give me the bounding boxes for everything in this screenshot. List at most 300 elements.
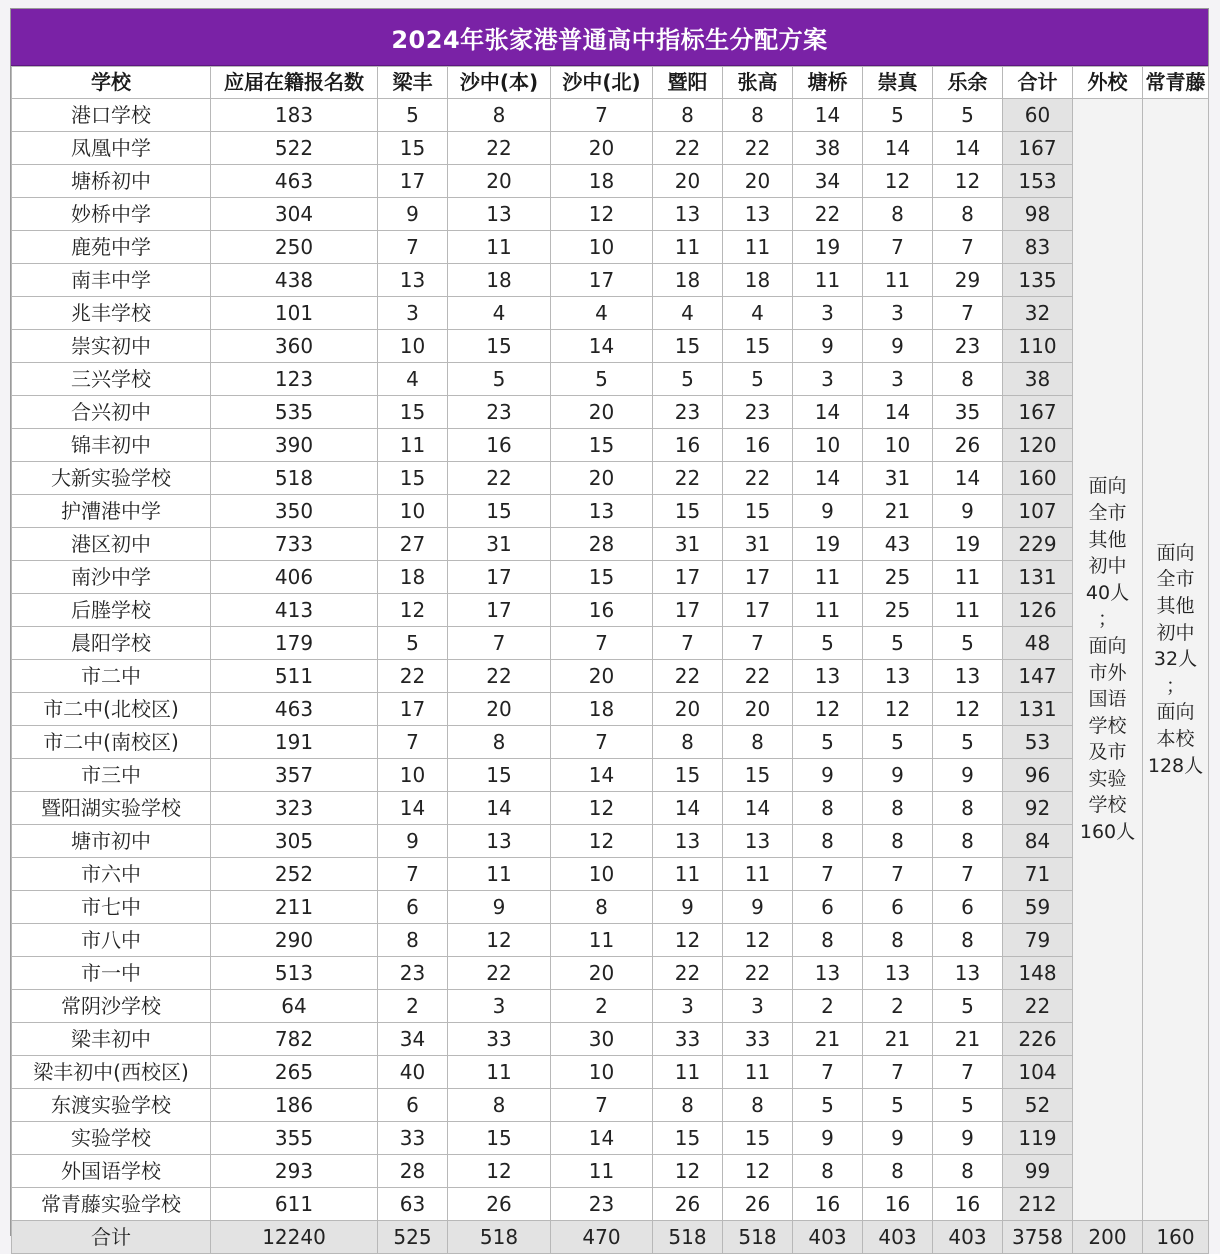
cell-leyu: 7 (933, 231, 1003, 264)
cell-leyu: 7 (933, 858, 1003, 891)
cell-enrolled: 518 (211, 462, 378, 495)
footer-jiyang: 518 (653, 1221, 723, 1254)
cell-school: 常青藤实验学校 (12, 1188, 211, 1221)
cell-tangqiao: 14 (793, 462, 863, 495)
table-row (12, 330, 1209, 363)
cell-total: 22 (1003, 990, 1073, 1023)
cell-shazhong-north: 20 (551, 396, 653, 429)
cell-shazhong-main: 5 (448, 363, 551, 396)
footer-leyu: 403 (933, 1221, 1003, 1254)
table-row (12, 198, 1209, 231)
cell-liangfeng: 17 (378, 165, 448, 198)
cell-school: 市一中 (12, 957, 211, 990)
cell-enrolled: 211 (211, 891, 378, 924)
cell-chongzhen: 14 (863, 132, 933, 165)
header-liangfeng: 梁丰 (378, 67, 448, 99)
cell-total: 167 (1003, 396, 1073, 429)
cell-shazhong-north: 20 (551, 132, 653, 165)
cell-shazhong-main: 11 (448, 231, 551, 264)
cell-shazhong-north: 20 (551, 660, 653, 693)
footer-shazhong-north: 470 (551, 1221, 653, 1254)
cell-shazhong-main: 17 (448, 561, 551, 594)
cell-liangfeng: 6 (378, 1089, 448, 1122)
cell-jiyang: 9 (653, 891, 723, 924)
cell-chongzhen: 8 (863, 825, 933, 858)
cell-chongzhen: 3 (863, 297, 933, 330)
cell-enrolled: 463 (211, 165, 378, 198)
note-line: 面向 (1156, 541, 1195, 564)
footer-row (12, 1221, 1209, 1254)
cell-zhanggao: 5 (723, 363, 793, 396)
cell-leyu: 12 (933, 693, 1003, 726)
cell-shazhong-north: 10 (551, 231, 653, 264)
cell-shazhong-main: 23 (448, 396, 551, 429)
note-line: 国语 (1088, 688, 1127, 711)
cell-zhanggao: 4 (723, 297, 793, 330)
cell-tangqiao: 11 (793, 264, 863, 297)
cell-chongzhen: 31 (863, 462, 933, 495)
cell-zhanggao: 12 (723, 1155, 793, 1188)
table-row (12, 99, 1209, 132)
cell-total: 131 (1003, 561, 1073, 594)
cell-shazhong-main: 22 (448, 957, 551, 990)
cell-liangfeng: 22 (378, 660, 448, 693)
cell-leyu: 7 (933, 1056, 1003, 1089)
cell-leyu: 5 (933, 627, 1003, 660)
cell-enrolled: 360 (211, 330, 378, 363)
note-line: 全市 (1088, 501, 1127, 524)
cell-zhanggao: 20 (723, 693, 793, 726)
cell-total: 32 (1003, 297, 1073, 330)
note-line: 其他 (1156, 595, 1195, 618)
footer-waixiao: 200 (1073, 1221, 1143, 1254)
cell-shazhong-north: 17 (551, 264, 653, 297)
cell-shazhong-north: 5 (551, 363, 653, 396)
table-row (12, 132, 1209, 165)
cell-enrolled: 123 (211, 363, 378, 396)
cell-liangfeng: 2 (378, 990, 448, 1023)
cell-chongzhen: 11 (863, 264, 933, 297)
cell-shazhong-main: 9 (448, 891, 551, 924)
cell-chongzhen: 3 (863, 363, 933, 396)
cell-total: 60 (1003, 99, 1073, 132)
header-tangqiao: 塘桥 (793, 67, 863, 99)
cell-school: 合兴初中 (12, 396, 211, 429)
cell-liangfeng: 5 (378, 99, 448, 132)
cell-tangqiao: 8 (793, 1155, 863, 1188)
cell-enrolled: 290 (211, 924, 378, 957)
cell-total: 167 (1003, 132, 1073, 165)
cell-leyu: 21 (933, 1023, 1003, 1056)
footer-changqingteng: 160 (1143, 1221, 1209, 1254)
cell-shazhong-north: 2 (551, 990, 653, 1023)
cell-total: 153 (1003, 165, 1073, 198)
cell-liangfeng: 33 (378, 1122, 448, 1155)
cell-liangfeng: 10 (378, 759, 448, 792)
allocation-table (11, 66, 1209, 1254)
cell-total: 120 (1003, 429, 1073, 462)
cell-chongzhen: 9 (863, 759, 933, 792)
cell-tangqiao: 12 (793, 693, 863, 726)
cell-school: 市三中 (12, 759, 211, 792)
cell-chongzhen: 6 (863, 891, 933, 924)
header-enrolled: 应届在籍报名数 (211, 67, 378, 99)
cell-shazhong-north: 23 (551, 1188, 653, 1221)
cell-leyu: 35 (933, 396, 1003, 429)
table-row (12, 1023, 1209, 1056)
cell-leyu: 13 (933, 957, 1003, 990)
cell-jiyang: 12 (653, 1155, 723, 1188)
cell-zhanggao: 12 (723, 924, 793, 957)
cell-school: 三兴学校 (12, 363, 211, 396)
cell-enrolled: 101 (211, 297, 378, 330)
cell-shazhong-north: 20 (551, 462, 653, 495)
cell-zhanggao: 20 (723, 165, 793, 198)
cell-tangqiao: 13 (793, 957, 863, 990)
cell-chongzhen: 5 (863, 726, 933, 759)
cell-leyu: 9 (933, 495, 1003, 528)
cell-zhanggao: 7 (723, 627, 793, 660)
cell-liangfeng: 12 (378, 594, 448, 627)
cell-school: 凤凰中学 (12, 132, 211, 165)
note-line: ； (1097, 608, 1117, 631)
cell-chongzhen: 13 (863, 957, 933, 990)
cell-enrolled: 357 (211, 759, 378, 792)
header-zhanggao: 张高 (723, 67, 793, 99)
cell-leyu: 23 (933, 330, 1003, 363)
cell-leyu: 6 (933, 891, 1003, 924)
header-shazhong-main: 沙中(本) (448, 67, 551, 99)
cell-tangqiao: 19 (793, 231, 863, 264)
cell-enrolled: 186 (211, 1089, 378, 1122)
cell-tangqiao: 9 (793, 1122, 863, 1155)
cell-shazhong-north: 14 (551, 330, 653, 363)
cell-tangqiao: 6 (793, 891, 863, 924)
cell-total: 226 (1003, 1023, 1073, 1056)
table-row (12, 396, 1209, 429)
cell-jiyang: 8 (653, 99, 723, 132)
cell-school: 梁丰初中 (12, 1023, 211, 1056)
note-line: 学校 (1088, 794, 1127, 817)
cell-enrolled: 513 (211, 957, 378, 990)
cell-school: 市二中(南校区) (12, 726, 211, 759)
cell-total: 229 (1003, 528, 1073, 561)
cell-school: 外国语学校 (12, 1155, 211, 1188)
cell-shazhong-main: 15 (448, 1122, 551, 1155)
cell-school: 常阴沙学校 (12, 990, 211, 1023)
cell-chongzhen: 8 (863, 1155, 933, 1188)
cell-chongzhen: 9 (863, 1122, 933, 1155)
cell-total: 148 (1003, 957, 1073, 990)
cell-tangqiao: 8 (793, 792, 863, 825)
cell-shazhong-main: 22 (448, 132, 551, 165)
table-row (12, 1056, 1209, 1089)
note-line: 及市 (1088, 741, 1127, 764)
cell-liangfeng: 6 (378, 891, 448, 924)
cell-leyu: 9 (933, 759, 1003, 792)
cell-chongzhen: 8 (863, 792, 933, 825)
table-row (12, 792, 1209, 825)
cell-jiyang: 22 (653, 132, 723, 165)
header-school: 学校 (12, 67, 211, 99)
table-row (12, 264, 1209, 297)
table-row (12, 759, 1209, 792)
cell-school: 市八中 (12, 924, 211, 957)
cell-tangqiao: 13 (793, 660, 863, 693)
cell-tangqiao: 7 (793, 1056, 863, 1089)
cell-jiyang: 15 (653, 495, 723, 528)
cell-jiyang: 15 (653, 1122, 723, 1155)
cell-total: 131 (1003, 693, 1073, 726)
header-chongzhen: 崇真 (863, 67, 933, 99)
cell-zhanggao: 15 (723, 1122, 793, 1155)
footer-shazhong-main: 518 (448, 1221, 551, 1254)
header-total: 合计 (1003, 67, 1073, 99)
cell-shazhong-main: 11 (448, 1056, 551, 1089)
cell-school: 南沙中学 (12, 561, 211, 594)
cell-zhanggao: 8 (723, 726, 793, 759)
note-line: ； (1165, 674, 1185, 697)
cell-leyu: 5 (933, 1089, 1003, 1122)
cell-total: 160 (1003, 462, 1073, 495)
cell-chongzhen: 7 (863, 1056, 933, 1089)
header-jiyang: 暨阳 (653, 67, 723, 99)
table-row (12, 594, 1209, 627)
cell-liangfeng: 14 (378, 792, 448, 825)
note-line: 32人 (1153, 648, 1198, 671)
cell-total: 119 (1003, 1122, 1073, 1155)
cell-zhanggao: 22 (723, 462, 793, 495)
cell-chongzhen: 21 (863, 1023, 933, 1056)
cell-school: 塘桥初中 (12, 165, 211, 198)
cell-zhanggao: 15 (723, 495, 793, 528)
cell-zhanggao: 15 (723, 759, 793, 792)
cell-jiyang: 22 (653, 660, 723, 693)
note-line: 面向 (1156, 701, 1195, 724)
table-row (12, 1188, 1209, 1221)
cell-chongzhen: 43 (863, 528, 933, 561)
cell-shazhong-north: 11 (551, 1155, 653, 1188)
cell-shazhong-north: 12 (551, 792, 653, 825)
cell-shazhong-main: 33 (448, 1023, 551, 1056)
table-row (12, 726, 1209, 759)
cell-shazhong-main: 20 (448, 165, 551, 198)
cell-chongzhen: 10 (863, 429, 933, 462)
cell-shazhong-main: 15 (448, 759, 551, 792)
cell-chongzhen: 13 (863, 660, 933, 693)
cell-leyu: 13 (933, 660, 1003, 693)
footer-enrolled: 12240 (211, 1221, 378, 1254)
cell-zhanggao: 33 (723, 1023, 793, 1056)
cell-tangqiao: 7 (793, 858, 863, 891)
cell-enrolled: 733 (211, 528, 378, 561)
cell-leyu: 8 (933, 924, 1003, 957)
cell-zhanggao: 17 (723, 594, 793, 627)
table-row (12, 660, 1209, 693)
cell-jiyang: 12 (653, 924, 723, 957)
cell-chongzhen: 8 (863, 198, 933, 231)
cell-liangfeng: 10 (378, 495, 448, 528)
cell-liangfeng: 40 (378, 1056, 448, 1089)
cell-shazhong-main: 14 (448, 792, 551, 825)
note-line: 学校 (1088, 714, 1127, 737)
cell-waixiao-note (1073, 99, 1143, 1221)
cell-leyu: 5 (933, 99, 1003, 132)
cell-chongzhen: 7 (863, 231, 933, 264)
cell-school: 锦丰初中 (12, 429, 211, 462)
cell-shazhong-main: 17 (448, 594, 551, 627)
cell-tangqiao: 14 (793, 99, 863, 132)
cell-shazhong-main: 3 (448, 990, 551, 1023)
cell-enrolled: 782 (211, 1023, 378, 1056)
cell-school: 护漕港中学 (12, 495, 211, 528)
header-waixiao: 外校 (1073, 67, 1143, 99)
cell-leyu: 8 (933, 363, 1003, 396)
note-line: 面向 (1088, 475, 1127, 498)
cell-liangfeng: 11 (378, 429, 448, 462)
footer-label: 合计 (12, 1221, 211, 1254)
cell-liangfeng: 17 (378, 693, 448, 726)
cell-zhanggao: 11 (723, 1056, 793, 1089)
note-line: 市外 (1088, 661, 1127, 684)
cell-total: 212 (1003, 1188, 1073, 1221)
table-row (12, 495, 1209, 528)
cell-tangqiao: 3 (793, 297, 863, 330)
table-row (12, 990, 1209, 1023)
cell-enrolled: 64 (211, 990, 378, 1023)
cell-total: 53 (1003, 726, 1073, 759)
cell-school: 东渡实验学校 (12, 1089, 211, 1122)
table-row (12, 528, 1209, 561)
cell-liangfeng: 5 (378, 627, 448, 660)
cell-liangfeng: 28 (378, 1155, 448, 1188)
cell-tangqiao: 21 (793, 1023, 863, 1056)
note-line: 128人 (1147, 754, 1204, 777)
table-row (12, 627, 1209, 660)
cell-enrolled: 305 (211, 825, 378, 858)
cell-total: 98 (1003, 198, 1073, 231)
cell-leyu: 26 (933, 429, 1003, 462)
cell-tangqiao: 10 (793, 429, 863, 462)
cell-school: 市二中(北校区) (12, 693, 211, 726)
cell-school: 市七中 (12, 891, 211, 924)
cell-zhanggao: 11 (723, 231, 793, 264)
cell-shazhong-north: 16 (551, 594, 653, 627)
cell-liangfeng: 15 (378, 396, 448, 429)
cell-liangfeng: 15 (378, 462, 448, 495)
cell-enrolled: 611 (211, 1188, 378, 1221)
cell-zhanggao: 16 (723, 429, 793, 462)
cell-shazhong-main: 20 (448, 693, 551, 726)
cell-shazhong-north: 13 (551, 495, 653, 528)
cell-leyu: 8 (933, 792, 1003, 825)
cell-enrolled: 179 (211, 627, 378, 660)
table-row (12, 924, 1209, 957)
cell-tangqiao: 8 (793, 825, 863, 858)
table-row (12, 363, 1209, 396)
table-body (12, 99, 1209, 1221)
cell-enrolled: 323 (211, 792, 378, 825)
cell-leyu: 14 (933, 462, 1003, 495)
cell-total: 48 (1003, 627, 1073, 660)
footer-total: 3758 (1003, 1221, 1073, 1254)
cell-chongzhen: 12 (863, 165, 933, 198)
cell-enrolled: 522 (211, 132, 378, 165)
table-row (12, 462, 1209, 495)
table-row (12, 231, 1209, 264)
cell-shazhong-north: 7 (551, 627, 653, 660)
note-line: 面向 (1088, 634, 1127, 657)
cell-tangqiao: 5 (793, 726, 863, 759)
table-row (12, 957, 1209, 990)
cell-chongzhen: 16 (863, 1188, 933, 1221)
cell-liangfeng: 3 (378, 297, 448, 330)
cell-total: 79 (1003, 924, 1073, 957)
cell-total: 52 (1003, 1089, 1073, 1122)
cell-shazhong-north: 4 (551, 297, 653, 330)
cell-tangqiao: 9 (793, 759, 863, 792)
cell-tangqiao: 16 (793, 1188, 863, 1221)
cell-chongzhen: 25 (863, 561, 933, 594)
cell-leyu: 7 (933, 297, 1003, 330)
cell-enrolled: 183 (211, 99, 378, 132)
cell-shazhong-main: 11 (448, 858, 551, 891)
cell-school: 大新实验学校 (12, 462, 211, 495)
cell-liangfeng: 13 (378, 264, 448, 297)
cell-school: 南丰中学 (12, 264, 211, 297)
table-row (12, 825, 1209, 858)
note-line: 实验 (1088, 767, 1127, 790)
cell-total: 96 (1003, 759, 1073, 792)
cell-jiyang: 22 (653, 957, 723, 990)
cell-total: 147 (1003, 660, 1073, 693)
cell-jiyang: 15 (653, 330, 723, 363)
cell-shazhong-north: 10 (551, 1056, 653, 1089)
cell-shazhong-north: 18 (551, 165, 653, 198)
cell-shazhong-north: 28 (551, 528, 653, 561)
cell-zhanggao: 3 (723, 990, 793, 1023)
cell-shazhong-north: 15 (551, 561, 653, 594)
cell-shazhong-main: 8 (448, 99, 551, 132)
cell-enrolled: 535 (211, 396, 378, 429)
cell-leyu: 8 (933, 198, 1003, 231)
cell-enrolled: 293 (211, 1155, 378, 1188)
cell-total: 84 (1003, 825, 1073, 858)
note-line: 160人 (1079, 821, 1136, 844)
cell-shazhong-north: 14 (551, 759, 653, 792)
cell-shazhong-main: 22 (448, 660, 551, 693)
cell-jiyang: 11 (653, 858, 723, 891)
cell-liangfeng: 8 (378, 924, 448, 957)
cell-jiyang: 17 (653, 561, 723, 594)
cell-changqingteng-note (1143, 99, 1209, 1221)
table-row (12, 165, 1209, 198)
cell-tangqiao: 3 (793, 363, 863, 396)
cell-zhanggao: 22 (723, 132, 793, 165)
cell-shazhong-north: 7 (551, 99, 653, 132)
cell-chongzhen: 5 (863, 99, 933, 132)
header-changqingteng: 常青藤 (1143, 67, 1209, 99)
cell-school: 市二中 (12, 660, 211, 693)
cell-tangqiao: 2 (793, 990, 863, 1023)
cell-total: 135 (1003, 264, 1073, 297)
footer-zhanggao: 518 (723, 1221, 793, 1254)
note-line: 初中 (1156, 621, 1195, 644)
cell-liangfeng: 15 (378, 132, 448, 165)
cell-total: 104 (1003, 1056, 1073, 1089)
cell-school: 港区初中 (12, 528, 211, 561)
cell-jiyang: 31 (653, 528, 723, 561)
